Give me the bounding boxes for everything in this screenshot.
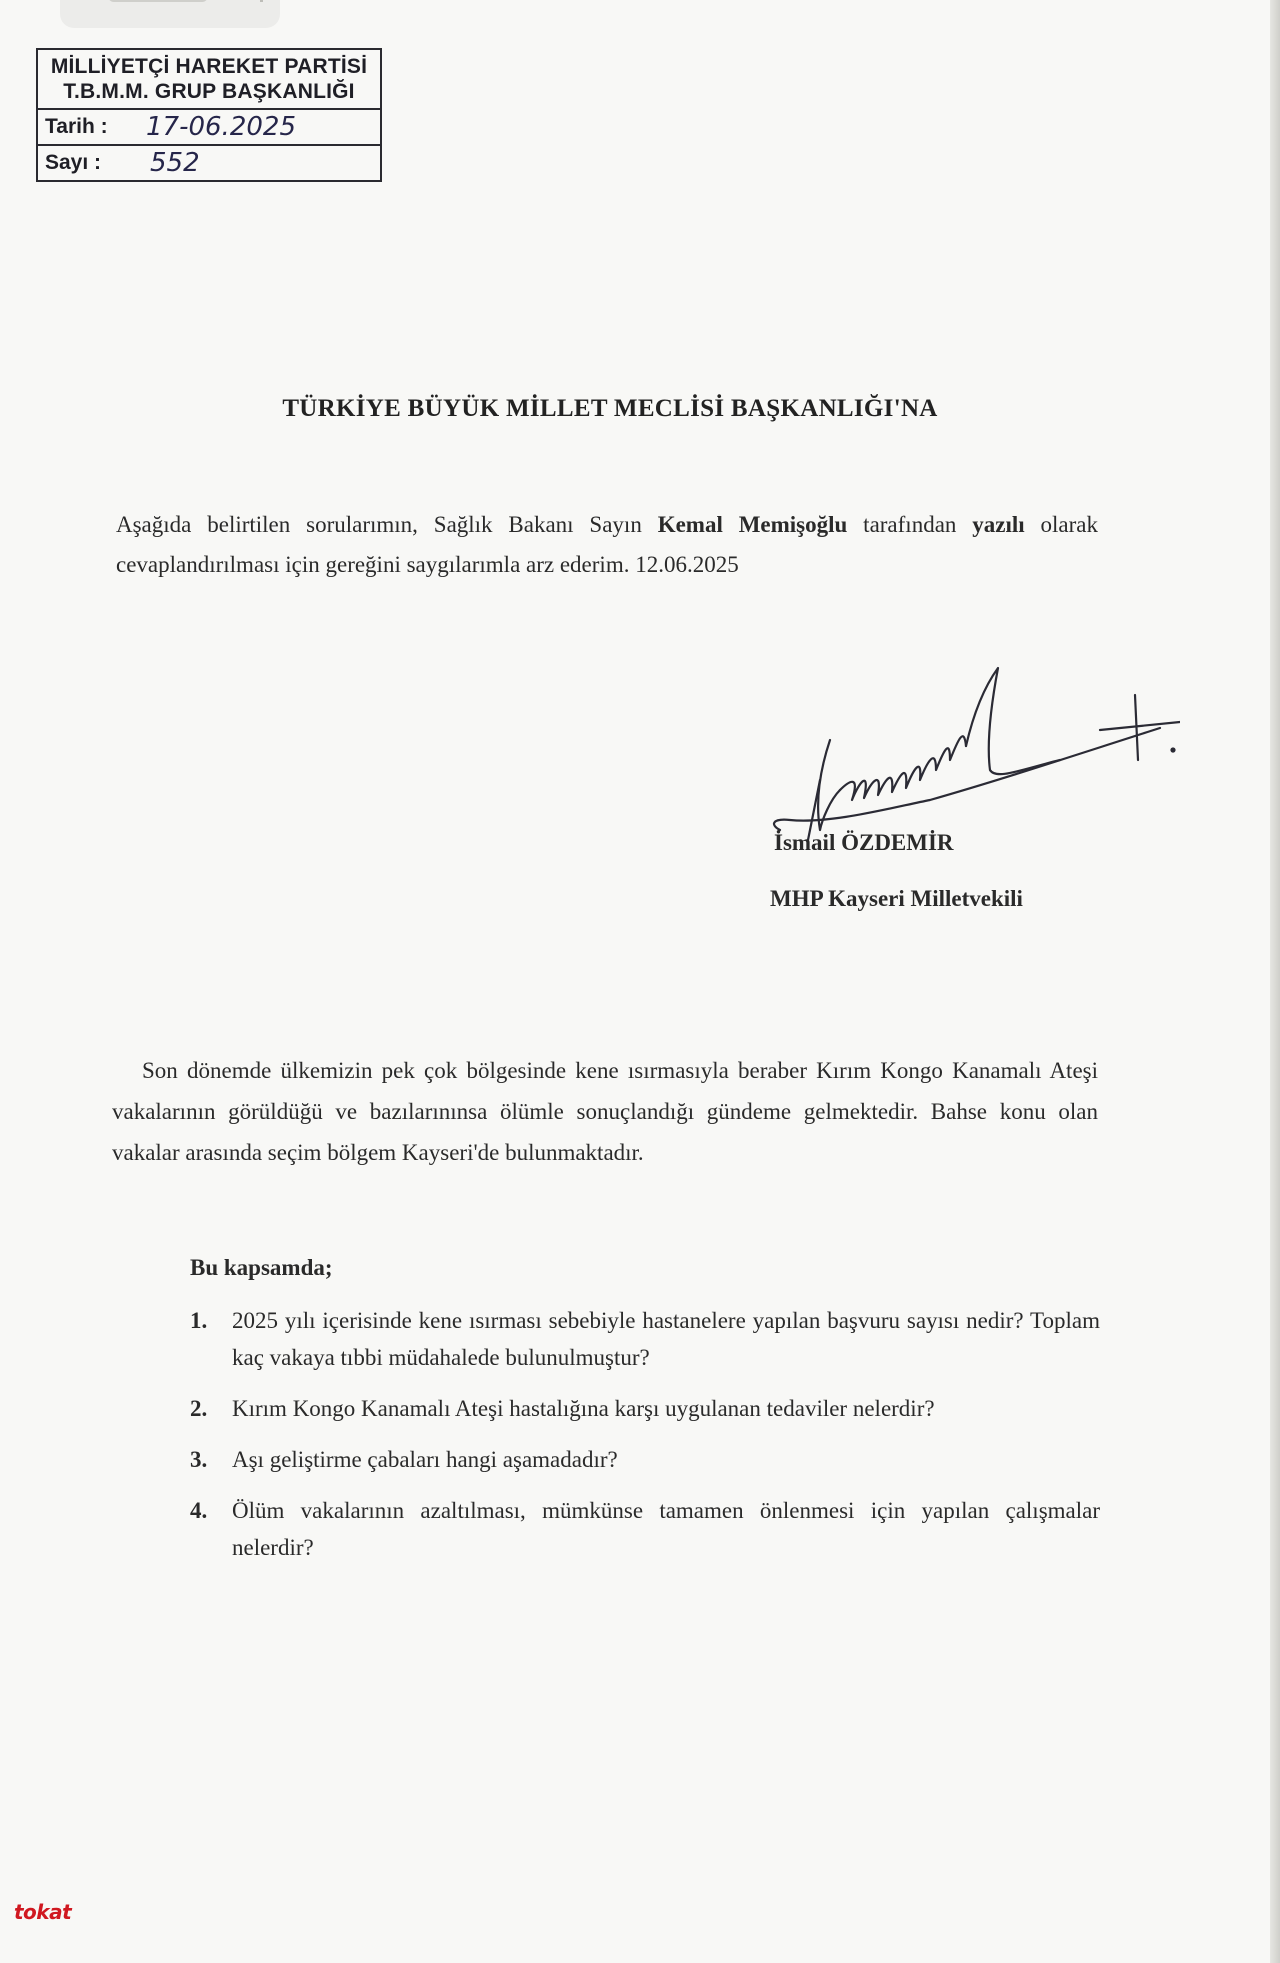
tab-tick	[260, 0, 263, 2]
question-text: 2025 yılı içerisinde kene ısırması sebebiyle hastanelere yapılan başvuru sayısı nedir? Toplam kaç vakaya tıbbi müdahalede bulunulmuştur?	[232, 1308, 1100, 1370]
signer-title: MHP Kayseri Milletvekili	[770, 886, 1023, 911]
minister-name: Kemal Memişoğlu	[657, 512, 848, 537]
intro-text-1: Aşağıda belirtilen sorularımın, Sağlık Bakanı Sayın	[116, 512, 658, 537]
question-number: 3.	[190, 1447, 208, 1472]
question-number: 4.	[190, 1498, 208, 1523]
body-paragraph: Son dönemde ülkemizin pek çok bölgesinde kene ısırmasıyla beraber Kırım Kongo Kanamalı Ateşi vakalarının görüldüğü ve bazılarınınsa ölümle sonuçlandığı gündeme gelmektedir. Bahse konu olan vakalar arasında seçim bölgem Kayseri'de bulunmaktadır.	[112, 1058, 1098, 1165]
question-item	[190, 1441, 1100, 1478]
scope-heading: Bu kapsamda;	[190, 1255, 333, 1280]
question-item	[190, 1302, 1100, 1376]
question-text: Kırım Kongo Kanamalı Ateşi hastalığına karşı uygulanan tedaviler nelerdir?	[232, 1396, 935, 1421]
handwritten-signature	[760, 630, 1180, 860]
window-tab	[60, 0, 280, 28]
question-item	[190, 1492, 1100, 1566]
question-item	[190, 1390, 1100, 1427]
stamp-office: T.B.M.M. GRUP BAŞKANLIĞI	[63, 80, 355, 103]
stamp-date-value: 17-06.2025	[146, 112, 296, 142]
registry-stamp	[36, 48, 382, 182]
signer-name: İsmail ÖZDEMİR	[774, 830, 954, 855]
intro-text-3: olarak cevaplandırılması için gereğini saygılarımla arz ederim. 12.06.2025	[116, 512, 1098, 577]
addressee-title: TÜRKİYE BÜYÜK MİLLET MECLİSİ BAŞKANLIĞI'NA	[282, 395, 938, 422]
intro-text-2: tarafından	[847, 512, 973, 537]
stamp-number-label: Sayı :	[45, 151, 102, 174]
tab-grip	[108, 0, 208, 2]
written-word: yazılı	[972, 512, 1025, 537]
stamp-party: MİLLİYETÇİ HAREKET PARTİSİ	[50, 55, 368, 78]
stamp-header	[38, 50, 380, 110]
stamp-number-value: 552	[150, 148, 200, 178]
question-list	[190, 1302, 1100, 1580]
stamp-date-label: Tarih :	[45, 115, 108, 138]
page-edge-shadow	[1270, 0, 1280, 1963]
stamp-number-row	[38, 144, 380, 180]
question-text: Aşı geliştirme çabaları hangi aşamadadır?	[232, 1447, 618, 1472]
question-number: 1.	[190, 1308, 208, 1333]
source-watermark: tokat	[14, 1900, 72, 1924]
question-text: Ölüm vakalarının azaltılması, mümkünse tamamen önlenmesi için yapılan çalışmalar nelerdir?	[232, 1498, 1100, 1560]
stamp-date-row	[38, 110, 380, 144]
question-number: 2.	[190, 1396, 208, 1421]
intro-paragraph	[116, 505, 1098, 585]
